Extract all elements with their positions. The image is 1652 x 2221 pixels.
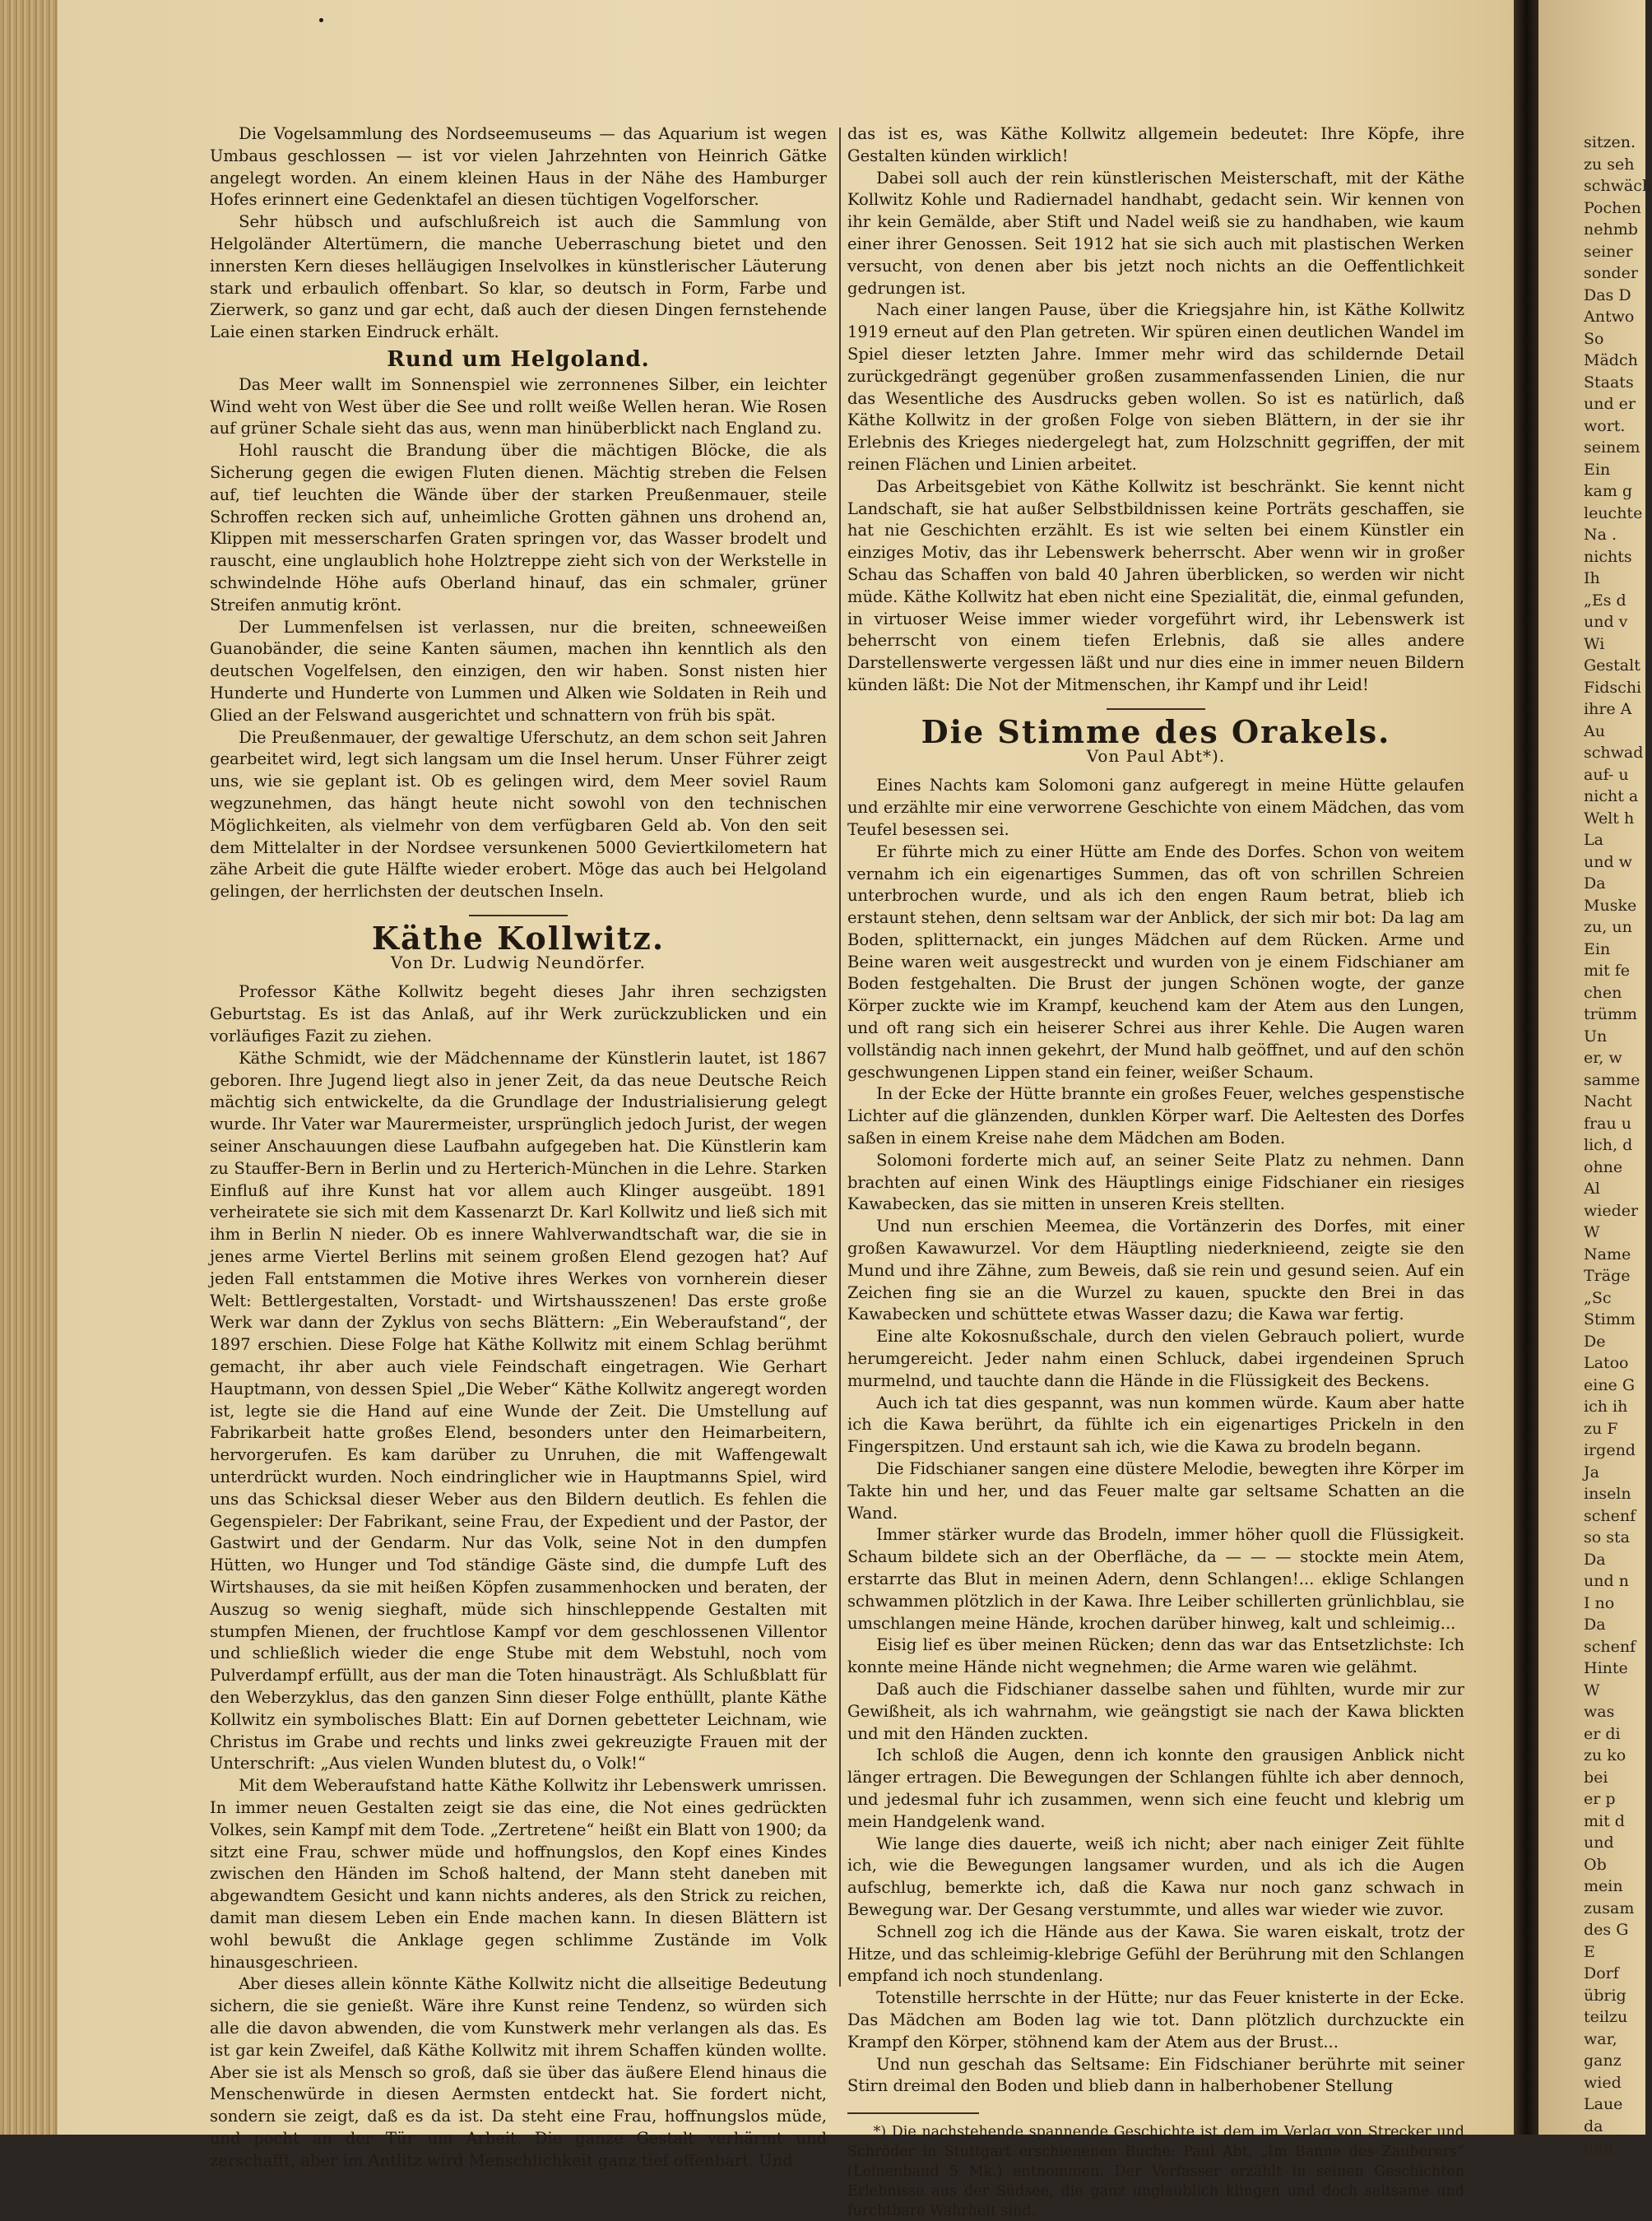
paragraph: Und nun erschien Meemea, die Vortänzerin des Dorfes, mit einer großen Kawawurzel. Vor dem Häuptling niederknieend, zeigte sie den Mund und ihre Zähne, zum Beweis, daß sie rein und gesund seien. Auf ein Zeichen fing sie an die Wurzel zu kauen, spuckte den Brei in das Kawabecken und schüttete etwas Wasser dazu; die Kawa war fertig. [847,1217,1464,1324]
next-page-fragment: „Sc [1584,1288,1612,1307]
next-page-fragment: Nacht [1584,1092,1632,1110]
next-page-fragment: samme [1584,1070,1640,1089]
next-page-fragment: er, w [1584,1049,1622,1067]
next-page-fragment: La [1584,831,1603,849]
column-divider [839,128,841,1987]
next-page-fragment: und [1584,1834,1614,1852]
next-page-fragment: schenf [1584,1506,1636,1525]
paragraph: Die Preußenmauer, der gewaltige Uferschutz, an dem schon seit Jahren gearbeitet wird, legt sich langsam um die Insel herum. Unser Führer zeigt uns, wie sie geplant ist. Ob es gelingen wird, dem Meer soviel Raum wegzunehmen, das hängt heute nicht sowohl von den technischen Möglichkeiten, als vielmehr von dem verfügbaren Geld ab. Von den seit dem Mittelalter in der Nordsee versunkenen 5000 Geviertkilometern hat zähe Arbeit die gute Hälfte wieder erobert. Möge das auch bei Helgoland gelingen, der herrlichsten der deutschen Inseln. [210,727,827,902]
next-page-fragment: so sta [1584,1528,1630,1546]
next-page-fragment: ich ih [1584,1398,1628,1416]
paragraph: Daß auch die Fidschianer dasselbe sahen und fühlten, wurde mir zur Gewißheit, als ich wahrnahm, wie geängstigt sie nach der Kawa blickten und mit den Händen zuckten. [847,1679,1464,1743]
next-page-fragment: er p [1584,1790,1616,1808]
next-page-fragment: wort. [1584,416,1626,435]
next-page-fragment: Staats [1584,373,1634,392]
next-page-fragment: So [1584,329,1604,348]
paragraph: Eines Nachts kam Solomoni ganz aufgeregt in meine Hütte gelaufen und erzählte mir eine verworrene Geschichte von einem Mädchen, das vom Teufel besessen sei. [847,776,1464,839]
next-page-fragment: Hinte [1584,1659,1628,1677]
paragraph: Der Lummenfelsen ist verlassen, nur die breiten, schneeweißen Guanobänder, die seine Kanten säumen, machen ihn kenntlich als den deutschen Vogelfelsen, den einzigen, den wir haben. Sonst nisten hier Hunderte und Hunderte von Lummen und Alken wie Soldaten in Reih und Glied an der Felswand ausgerichtet und schnattern von früh bis spät. [210,617,827,725]
paragraph: Eisig lief es über meinen Rücken; denn das war das Entsetzlichste: Ich konnte meine Hände nicht wegnehmen; die Arme waren wie gelähmt. [847,1635,1464,1677]
next-page-fragment: Muske [1584,896,1637,915]
next-page-fragment: ganz [1584,2052,1622,2070]
next-page-fragment: eine G [1584,1375,1636,1394]
paragraph: Er führte mich zu einer Hütte am Ende des Dorfes. Schon von weitem vernahm ich ein eigenartiges Summen, das oft von schrillen Schreien unterbrochen wurde, und als ich den engen Raum betrat, blieb ich erstaunt stehen, denn seltsam war der Anblick, der sich mir bot: Da lag am Boden, splitternackt, ein junges Mädchen auf dem Rücken. Arme und Beine waren weit ausgestreckt und wurden von je einem Fidschianer am Boden festgehalten. Die Brust der jungen Schönen wogte, der ganze Körper zuckte wie im Krampf, keuchend kam der Atem aus den Lungen, und oft rang sich ein heiserer Schrei aus ihrer Kehle. Die Augen waren vollständig nach innen gekehrt, der Mund halb geöffnet, und auf den schön geschwungenen Lippen stand ein feiner, weißer Schaum. [847,842,1464,1082]
next-page-fragment: ihre A [1584,700,1632,718]
next-page-fragment: und er [1584,395,1636,413]
paragraph: Schnell zog ich die Hände aus der Kawa. Sie waren eiskalt, trotz der Hitze, und das schleimig-klebrige Gefühl der Berührung mit den Schlangen empfand ich noch stundenlang. [847,1922,1464,1986]
next-page-fragment: bei [1584,1768,1608,1787]
paragraph: Mit dem Weberaufstand hatte Käthe Kollwitz ihr Lebenswerk umrissen. In immer neuen Gestalten zeigt sie das eine, die Not eines gedrückten Volkes, sein Kampf mit dem Tode. „Zertretene“ heißt ein Blatt von 1900; da sitzt eine Frau, schwer müde und hoffnungslos, den Kopf eines Kindes zwischen den Händen im Schoß haltend, der Mann steht daneben mit abgewandtem Gesicht und kann nichts anderes, als den Strick zu reichen, damit man diesem Leben ein Ende machen kann. In diesen Blättern ist wohl bewußt die Anklage gegen schlimme Zustände im Volk hinausgeschrieen. [210,1776,827,1972]
footnote-text: *) Die nachstehende spannende Geschichte ist dem im Verlag von Strecker und Schröder in Stuttgart erschienenen Buche: Paul Abt, „Im Banne des Zauberers“ (Leinenband 5 Mk.) entnommen. Der Verfasser erzählt in seinen Geschichten Erlebnisse aus der Südsee, die ganz unglaublich klingen und doch seltsame und furchtbare Wahrheit sind. [847,2124,1464,2220]
next-page-fragment: Antwo [1584,308,1635,326]
next-page-fragment: da [1584,2117,1603,2135]
next-page-fragment: wieder [1584,1201,1639,1220]
print-speck [319,18,323,22]
next-page-fragment: nehmb [1584,220,1638,239]
paragraph: Wie lange dies dauerte, weiß ich nicht; aber nach einiger Zeit fühlte ich, wie die Bewegungen langsamer wurden, und als ich die Augen aufschlug, bemerkte ich, daß die Kawa nur noch ganz schwach in Bewegung war. Der Gesang verstummte, und alles war wieder wie zuvor. [847,1834,1464,1919]
next-page-fragment: des G [1584,1921,1629,1939]
next-page-fragment: sitzen. [1584,133,1636,151]
paragraph: Die Fidschianer sangen eine düstere Melodie, bewegten ihre Körper im Takte hin und her, und das Feuer malte gar seltsame Schatten an die Wand. [847,1459,1464,1523]
paragraph: Und nun geschah das Seltsame: Ein Fidschianer berührte mit seiner Stirn dreimal den Boden und blieb dann in halberhobener Stellung [847,2054,1464,2096]
paragraph: Aber dieses allein könnte Käthe Kollwitz nicht die allseitige Bedeutung sichern, die sie genießt. Wäre ihre Kunst reine Tendenz, so würden sich alle die davon abwenden, die vom Kunstwerk mehr verlangen als das. Es ist gar kein Zweifel, daß Käthe Kollwitz mit ihrem Schaffen künden wollte. Aber sie ist als Mensch so groß, daß sie über das äußere Elend hinaus die Menschenwürde in diesen Aermsten entdeckt hat. Sie fordert nicht, sondern sie zeigt, daß es da ist. Da steht eine Frau, hoffnungslos müde, und pocht an der Tür um Arbeit. Die ganze Gestalt verhärmt und zerschafft, aber im Antlitz wird Menschlichkeit ganz tief offenbart. Und [210,1974,827,2170]
next-page-fragment: Mädch [1584,351,1638,369]
next-page-fragment: „Es d [1584,591,1626,610]
article-title: Die Stimme des Orakels. [921,712,1391,750]
next-page-fragment: übrig [1584,1986,1626,2005]
byline: Von Paul Abt*). [1086,745,1226,766]
footnote [847,2122,1464,2221]
next-page-fragment: wied [1584,2073,1622,2092]
paragraph: Ich schloß die Augen, denn ich konnte den grausigen Anblick nicht länger ertragen. Die Bewegungen der Schlangen fühlte ich aber dennoch, und jedesmal fuhr ich zusammen, wenn sich eine feucht und klebrig um mein Handgelenk wand. [847,1746,1464,1831]
next-page-fragment: Pochen [1584,198,1641,217]
next-page-fragment: Da [1584,1550,1606,1569]
next-page-fragment: und v [1584,613,1628,631]
paragraph: Dabei soll auch der rein künstlerischen Meisterschaft, mit der Käthe Kollwitz Kohle und Radiernadel handhabt, gedacht sein. Wir kennen von ihr kein Gemälde, aber Stift und Nadel weiß sie zu handhaben, wie kaum einer ihrer Genossen. Seit 1912 hat sie sich auch mit plastischen Werken versucht, von denen aber bis jetzt noch nichts an die Oeffentlichkeit gedrungen ist. [847,168,1464,298]
next-page-fragment: Stimm [1584,1310,1636,1328]
next-page-fragment: seinem [1584,438,1640,457]
paragraph: Totenstille herrschte in der Hütte; nur das Feuer knisterte in der Ecke. Das Mädchen am Boden lag wie tot. Dann plötzlich durchzuckte ein Krampf den Körper, stöhnend kam der Atem aus der Brust... [847,1988,1464,2052]
paragraph: Die Vogelsammlung des Nordseemuseums — das Aquarium ist wegen Umbaus geschlossen — ist vor vielen Jahrzehnten von Heinrich Gätke angelegt worden. An einem kleinen Haus in der Nähe des Hamburger Hofes erinnert eine Gedenktafel an diesen tüchtigen Vogelforscher. [210,124,827,210]
divider [469,915,568,916]
next-page-fragment: lich, d [1584,1136,1633,1154]
book-gutter [1514,0,1538,2135]
next-page-fragment: Al [1584,1180,1600,1198]
next-page-fragment: mit d [1584,1811,1625,1830]
right-column [847,123,1464,2221]
divider [1107,708,1205,710]
paragraph: Professor Käthe Kollwitz begeht dieses Jahr ihren sechzigsten Geburtstag. Es ist das Anlaß, auf ihr Werk zurückzublicken und ein vorläufiges Fazit zu ziehen. [210,982,827,1046]
next-page-fragment: nichts [1584,547,1632,566]
left-column [210,123,827,2172]
next-page-fragment: was [1584,1703,1615,1721]
paragraph: Eine alte Kokosnußschale, durch den vielen Gebrauch poliert, wurde herumgereicht. Jeder nahm einen Schluck, dabei irgendeinen Spruch murmelnd, und tauchte dann die Hände in die Flüssigkeit des Beckens. [847,1327,1464,1390]
next-page-fragment: und w [1584,852,1632,871]
next-page-fragment: Ob [1584,1855,1607,1874]
next-page-fragment: zusam [1584,1899,1635,1917]
next-page-fragment: De [1584,1332,1606,1351]
next-page-fragment: schwäch [1584,177,1652,195]
paragraph: Hohl rauscht die Brandung über die mächtigen Blöcke, die als Sicherung gegen die ewigen Fluten dienen. Mächtig streben die Felsen auf, tief leuchten die Wände über der starken Preußenmauer, steile Schroffen recken sich auf, unheimliche Grotten gähnen uns drohend an, Klippen mit messerscharfen Graten springen vor, das Wasser brodelt und rauscht, eine unglaublich hohe Holztreppe zieht sich von der Werkstelle in schwindelnde Höhe aufs Oberland hinauf, das ein schmaler, grüner Streifen anmutig krönt. [210,441,827,614]
next-page-fragment: Laue [1584,2095,1623,2113]
next-page-fragment: und [1584,2139,1614,2157]
next-page-fragment: E [1584,1942,1595,1961]
paragraph: Immer stärker wurde das Brodeln, immer höher quoll die Flüssigkeit. Schaum bildete sich an der Oberfläche, da — — — stockte mein Atem, erstarrte das Blut in meinen Adern, denn Schlangen!... eklige Schlangen schwammen plötzlich in der Kawa. Ihre Leiber schillerten grünlichblau, sie umschlangen meine Hände, krochen darüber hinweg, kalt und schleimig... [847,1525,1464,1633]
paragraph: Das Meer wallt im Sonnenspiel wie zerronnenes Silber, ein leichter Wind weht von West über die See und rollt weiße Wellen heran. Wie Rosen auf grüner Schale sieht das aus, wenn man hinüberblickt nach England zu. [210,374,827,438]
next-page-edge [1538,0,1652,2157]
section-heading: Rund um Helgoland. [387,346,650,372]
byline: Von Dr. Ludwig Neundörfer. [390,952,647,972]
next-page-fragment: zu seh [1584,155,1635,174]
book-page-edges [0,0,59,2135]
next-page-fragment: Un [1584,1027,1608,1046]
paragraph: In der Ecke der Hütte brannte ein großes Feuer, welches gespenstische Lichter auf die glänzenden, dunklen Körper warf. Die Aeltesten des Dorfes saßen in einem Kreise nahe dem Mädchen am Boden. [847,1084,1464,1148]
paragraph: Das Arbeitsgebiet von Käthe Kollwitz ist beschränkt. Sie kennt nicht Landschaft, sie hat außer Selbstbildnissen keine Porträts geschaffen, sie hat nie Geschichten erzählt. Es ist wie selten bei einem Künstler ein einziges Motiv, das ihr Lebenswerk beherrscht. Aber wenn wir in großer Schau das Schaffen von bald 40 Jahren überblicken, so werden wir nicht müde. Käthe Kollwitz hat eben nicht eine Spezialität, die, einmal gefunden, in virtuoser Weise immer wieder vorgeführt wird, ihr Lebenswerk ist beherrscht von einem tiefen Erlebnis, daß sie alles andere Darstellenswerte vergessen läßt und nur dies eine in immer neuen Bildern künden läßt: Die Not der Mitmenschen, ihr Kampf und ihr Leid! [847,476,1464,694]
next-page-fragment: ohne [1584,1157,1623,1176]
next-page-fragment: zu F [1584,1419,1618,1438]
next-page-fragment: er di [1584,1724,1621,1743]
next-page-fragment: Dorf [1584,1964,1619,1982]
next-page-fragment: mit fe [1584,962,1631,980]
next-page-fragment: frau u [1584,1114,1631,1133]
next-page-fragment: leuchte [1584,503,1643,522]
next-page-fragment: Wi [1584,634,1605,653]
next-page-fragment: trümm [1584,1005,1637,1023]
footnote-rule [847,2112,979,2114]
next-page-fragment: Träge [1584,1267,1631,1285]
paragraph: Auch ich tat dies gespannt, was nun kommen würde. Kaum aber hatte ich die Kawa berührt, da fühlte ich ein eigenartiges Prickeln in den Fingerspitzen. Und erstaunt sah ich, wie die Kawa zu brodeln begann. [847,1393,1464,1457]
next-page-fragment: Ein [1584,939,1611,958]
next-page-fragment: zu ko [1584,1746,1626,1764]
paragraph: Sehr hübsch und aufschlußreich ist auch die Sammlung von Helgoländer Altertümern, die manche Ueberraschung bietet und den innersten Kern dieses helläugigen Inselvolkes in künstlerischer Läuterung stark und erbaulich offenbart. So klar, so deutsch in Form, Farbe und Zierwerk, so ganz und gar echt, daß auch der diesen Dingen fernstehende Laie einen starken Eindruck erhält. [210,212,827,342]
next-page-fragment: Na . [1584,526,1617,544]
next-page-fragment: chen [1584,983,1622,1002]
next-page-fragment: Welt h [1584,809,1635,828]
next-page-fragment: und n [1584,1572,1629,1590]
paragraph: das ist es, was Käthe Kollwitz allgemein bedeutet: Ihre Köpfe, ihre Gestalten künden wirklich! [847,124,1464,165]
next-page-fragment: nicht a [1584,787,1639,805]
paragraph: Solomoni forderte mich auf, an seiner Seite Platz zu nehmen. Dann brachten auf einen Wink des Häuptlings einige Fidschianer ein riesiges Kawabecken, das sie mitten in unseren Kreis stellten. [847,1150,1464,1214]
next-page-fragment: Fidschi [1584,678,1642,697]
next-page-fragment: zu, un [1584,918,1632,936]
next-page-fragment: Ih [1584,569,1600,587]
next-page-fragment: schwad [1584,744,1644,762]
next-page-fragment: Ein [1584,460,1611,479]
paragraph: Nach einer langen Pause, über die Kriegsjahre hin, ist Käthe Kollwitz 1919 erneut auf den Plan getreten. Wir spüren einen deutlichen Wandel im Spiel dieser letzten Jahre. Immer mehr wird das schildernde Detail zurückgedrängt gegenüber großen zusammenfassenden Linien, die nur das Wesentliche des Ausdrucks geben wollen. So ist es natürlich, daß Käthe Kollwitz in der großen Folge von sieben Blättern, in der sie ihr Erlebnis des Krieges niedergelegt hat, zum Holzschnitt gegriffen, der mit reinen Flächen und Linien arbeitet. [847,300,1464,474]
next-page-fragment: inseln [1584,1485,1631,1503]
next-page-fragment: irgend [1584,1441,1636,1459]
article-title: Käthe Kollwitz. [371,919,666,957]
next-page-fragment: W [1584,1223,1600,1241]
next-page-fragment: teilzu [1584,2008,1628,2026]
next-page-fragment: seiner [1584,242,1633,261]
next-page-fragment: Name [1584,1245,1631,1264]
next-page-fragment: auf- u [1584,765,1629,784]
next-page-fragment: war, [1584,2029,1617,2048]
next-page-fragment: Ja [1584,1463,1599,1481]
next-page-fragment: Da [1584,874,1606,893]
next-page-fragment: schenf [1584,1637,1636,1656]
next-page-fragment: I no [1584,1593,1615,1612]
next-page-fragment: sonder [1584,264,1638,282]
next-page-fragment: kam g [1584,482,1633,500]
next-page-fragment: Gestalt [1584,656,1640,675]
next-page-fragment: Das D [1584,285,1631,304]
next-page-fragment: W [1584,1681,1600,1699]
next-page-fragment: Da [1584,1616,1606,1634]
newspaper-page [58,0,1547,2220]
next-page-fragment: Au [1584,721,1605,740]
paragraph: Käthe Schmidt, wie der Mädchenname der Künstlerin lautet, ist 1867 geboren. Ihre Jugend liegt also in jener Zeit, da das neue Deutsche Reich mächtig sich entwickelte, da die Grundlage der Industrialisierung gelegt wurde. Ihr Vater war Maurermeister, ursprünglich jedoch Jurist, der wegen seiner Anschauungen diese Laufbahn aufgegeben hat. Die Künstlerin kam zu Stauffer-Bern in Berlin und zu Herterich-München in die Lehre. Starken Einfluß auf ihre Kunst hat vor allem auch Klinger ausgeübt. 1891 verheiratete sie sich mit dem Kassenarzt Dr. Karl Kollwitz und ließ sich mit ihm in Berlin N nieder. Ob es innere Wahlverwandtschaft war, die sie in jenes arme Viertel Berlins mit seinem großen Elend gezogen hat? Auf jeden Fall entstammen die Motive ihres Werkes von vornherein dieser Welt: Bettlergestalten, Vorstadt- und Wirtshausszenen! Das erste große Werk war dann der Zyklus von sechs Blättern: „Ein Weberaufstand“, der 1897 erschien. Diese Folge hat Käthe Kollwitz mit einem Schlag berühmt gemacht, ihr aber auch viele Feindschaft eingetragen. Wie Gerhart Hauptmann, von dessen Spiel „Die Weber“ Käthe Kollwitz angeregt worden ist, legte sie die Hand auf eine Wunde der Zeit. Die Umstellung auf Fabrikarbeit hatte großes Elend, besonders unter den Heimarbeitern, hervorgerufen. Es kam darüber zu Unruhen, die mit Waffengewalt unterdrückt wurden. Noch eindringlicher wie in Hauptmanns Spiel, wird uns das Schicksal dieser Weber aus den Bildern deutlich. Es fehlen die Gegenspieler: Der Fabrikant, seine Frau, der Expedient und der Pastor, der Gastwirt und der Gendarm. Nur das Volk, seine Not in den dumpfen Hütten, wo Hunger und Tod ständige Gäste sind, die dumpfe Luft des Wirtshauses, da sie mit heißen Köpfen zusammenhocken und beraten, der Auszug so wenig sieghaft, müde sich hinschleppende Gestalten mit stumpfen Mienen, der fruchtlose Kampf vor dem geschlossenen Villentor und schließlich wieder die enge Stube mit dem Webstuhl, noch vom Pulverdampf erfüllt, aus der man die Toten hinausträgt. Als Schlußblatt für den Weberzyklus, das den ganzen Sinn dieser Folge enthüllt, plante Käthe Kollwitz ein symbolisches Blatt: Ein auf Dornen gebetteter Leichnam, wie Christus im Grabe und rechts und links zwei gekreuzigte Frauen mit der Unterschrift: „Aus vielen Wunden blutest du, o Volk!“ [210,1048,827,1774]
next-page-fragment: Latoo [1584,1354,1629,1372]
next-page-fragment: mein [1584,1877,1623,1895]
